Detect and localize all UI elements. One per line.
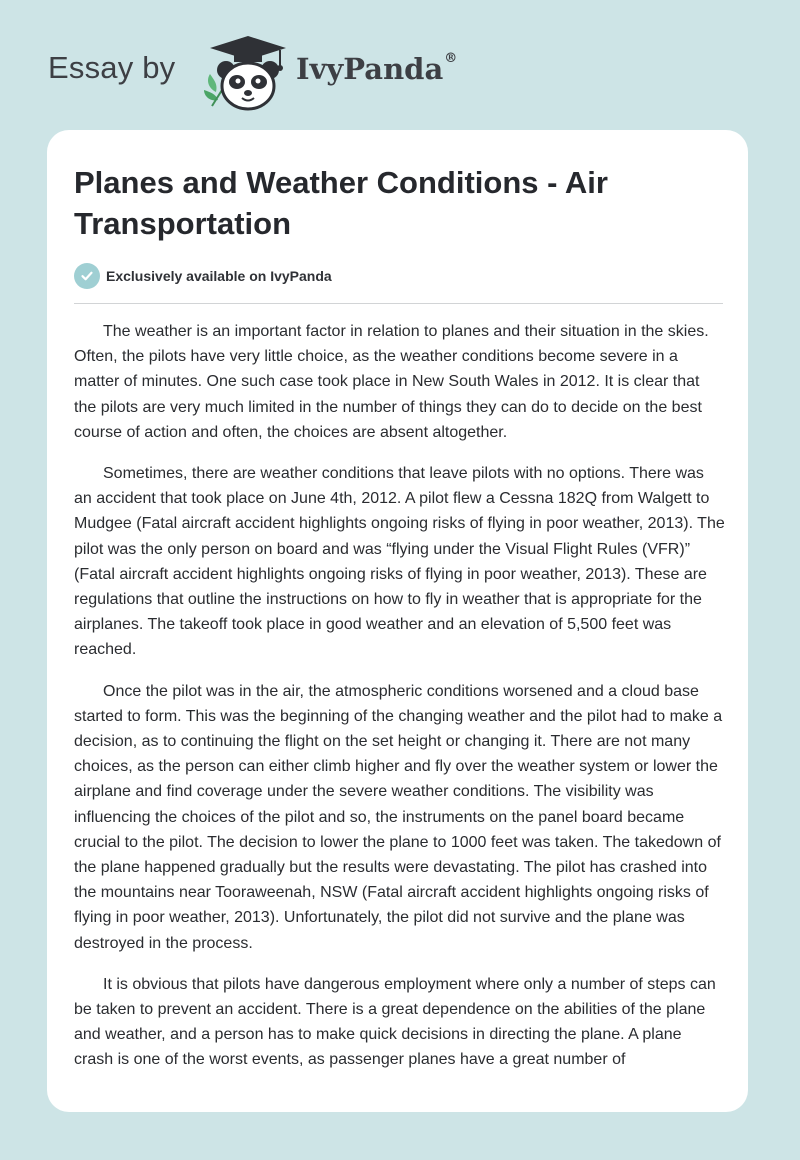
essay-paragraph: Sometimes, there are weather conditions that leave pilots with no options. There was an accident that took place on June 4th, 2012. A pilot flew a Cessna 182Q from Walgett to Mudgee (Fatal aircraft accident highlights ongoing risks of flying in poor weather, 2013). The pilot was the only person on board and was “flying under the Visual Flight Rules (VFR)” (Fatal aircraft accident highlights ongoing risks of flying in poor weather, 2013). These are regulations that outline the instructions on how to fly in weather that is appropriate for the airplanes. The takeoff took place in good weather and an elevation of 5,500 feet was reached. — [74, 465, 725, 659]
essay-title: Planes and Weather Conditions - Air Transportation — [74, 165, 608, 241]
exclusive-badge-text: Exclusively available on IvyPanda — [106, 268, 332, 284]
brand-text: IvyPanda — [296, 52, 444, 86]
brand-name[interactable] — [296, 52, 457, 86]
essay-card — [47, 130, 748, 1112]
registered-mark: ® — [444, 51, 458, 67]
essay-body — [74, 319, 725, 1089]
essay-by-label: Essay by — [48, 50, 176, 85]
essay-paragraph: Once the pilot was in the air, the atmospheric conditions worsened and a cloud base started to form. This was the beginning of the changing weather and the pilot had to make a decision, as to continuing the flight on the set height or changing it. There are not many choices, as the person can either climb higher and fly over the weather system or lower the airplane and find coverage under the severe weather conditions. The visibility was influencing the choices of the pilot and so, the instruments on the panel board became crucial to the pilot. The decision to lower the plane to 1000 feet was taken. The takedown of the plane happened gradually but the results were devastating. The pilot has crashed into the mountains near Tooraweenah, NSW (Fatal aircraft accident highlights ongoing risks of flying in poor weather, 2013). Unfortunately, the pilot did not survive and the plane was destroyed in the process. — [74, 682, 723, 952]
essay-paragraph: The weather is an important factor in relation to planes and their situation in the skies. Often, the pilots have very little choice, as the weather conditions become severe in a matter of minutes. One such case took place in New South Wales in 2012. It is clear that the pilots are very much limited in the number of things they can do to decide on the best course of action and often, the choices are absent altogether. — [74, 323, 709, 441]
check-circle-icon — [74, 263, 100, 289]
title-divider — [74, 303, 723, 304]
panda-graduate-logo-icon[interactable] — [198, 30, 294, 112]
essay-paragraph: It is obvious that pilots have dangerous employment where only a number of steps can be taken to prevent an accident. There is a great dependence on the abilities of the plane and weather, and a person has to make quick decisions in directing the plane. A plane crash is one of the worst events, as passenger planes have a great number of — [74, 975, 716, 1069]
exclusive-badge — [74, 263, 332, 289]
site-header — [0, 0, 800, 120]
